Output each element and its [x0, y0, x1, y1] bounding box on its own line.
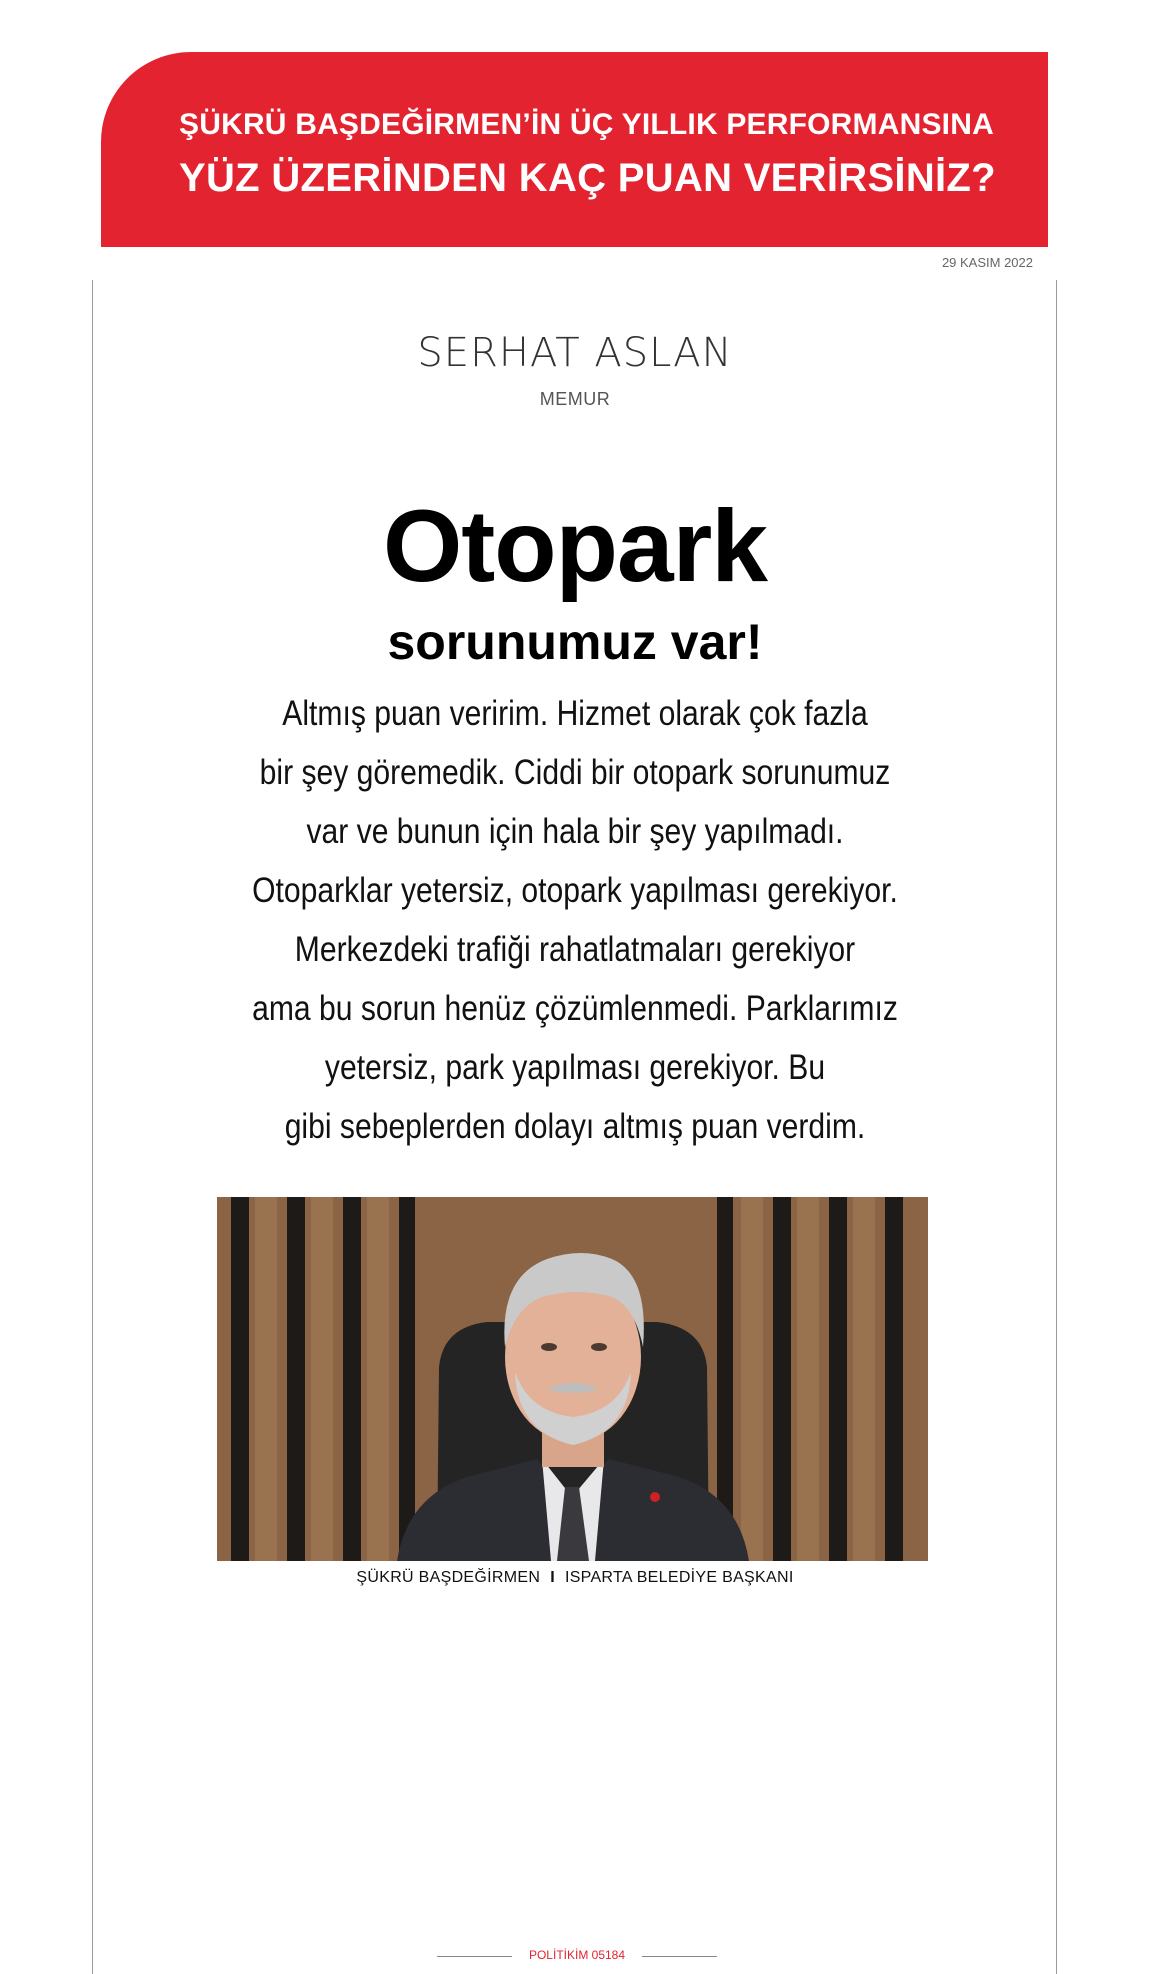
photo-caption	[0, 1569, 1150, 1587]
footer	[0, 1946, 1150, 1966]
article-headline: Otopark	[382, 489, 768, 603]
caption-title: ISPARTA BELEDİYE BAŞKANI	[564, 1569, 794, 1586]
body-line: bir şey göremedik. Ciddi bir otopark sorunumuz	[259, 753, 891, 792]
footer-rule-right	[642, 1956, 717, 1957]
caption-separator: I	[550, 1569, 555, 1586]
footer-code: POLİTİKİM 05184	[528, 1948, 626, 1962]
banner-title-line-1: ŞÜKRÜ BAŞDEĞİRMEN’İN ÜÇ YILLIK PERFORMANSINA	[179, 108, 994, 141]
author-name: SERHAT ASLAN	[417, 330, 733, 376]
banner-title-line-2: YÜZ ÜZERİNDEN KAÇ PUAN VERİRSİNİZ?	[179, 156, 996, 200]
body-line: Merkezdeki trafiği rahatlatmaları gerekiyor	[294, 930, 856, 969]
body-line: ama bu sorun henüz çözümlenmedi. Parklarımız	[252, 989, 898, 1028]
body-line: Otoparklar yetersiz, otopark yapılması gerekiyor.	[252, 871, 898, 910]
publish-date: 29 KASIM 2022	[941, 255, 1033, 270]
article-body	[150, 684, 1000, 1156]
header-banner	[101, 52, 1048, 247]
body-line: gibi sebeplerden dolayı altmış puan verdim.	[284, 1107, 866, 1146]
body-line: yetersiz, park yapılması gerekiyor. Bu	[324, 1048, 826, 1087]
portrait-photo	[217, 1197, 928, 1561]
article-subheadline: sorunumuz var!	[387, 614, 763, 670]
body-line: Altmış puan veririm. Hizmet olarak çok fazla	[282, 694, 868, 733]
body-line: var ve bunun için hala bir şey yapılmadı.	[306, 812, 844, 851]
caption-name: ŞÜKRÜ BAŞDEĞİRMEN	[356, 1569, 541, 1586]
footer-rule-left	[437, 1956, 512, 1957]
author-role: MEMUR	[539, 389, 611, 409]
